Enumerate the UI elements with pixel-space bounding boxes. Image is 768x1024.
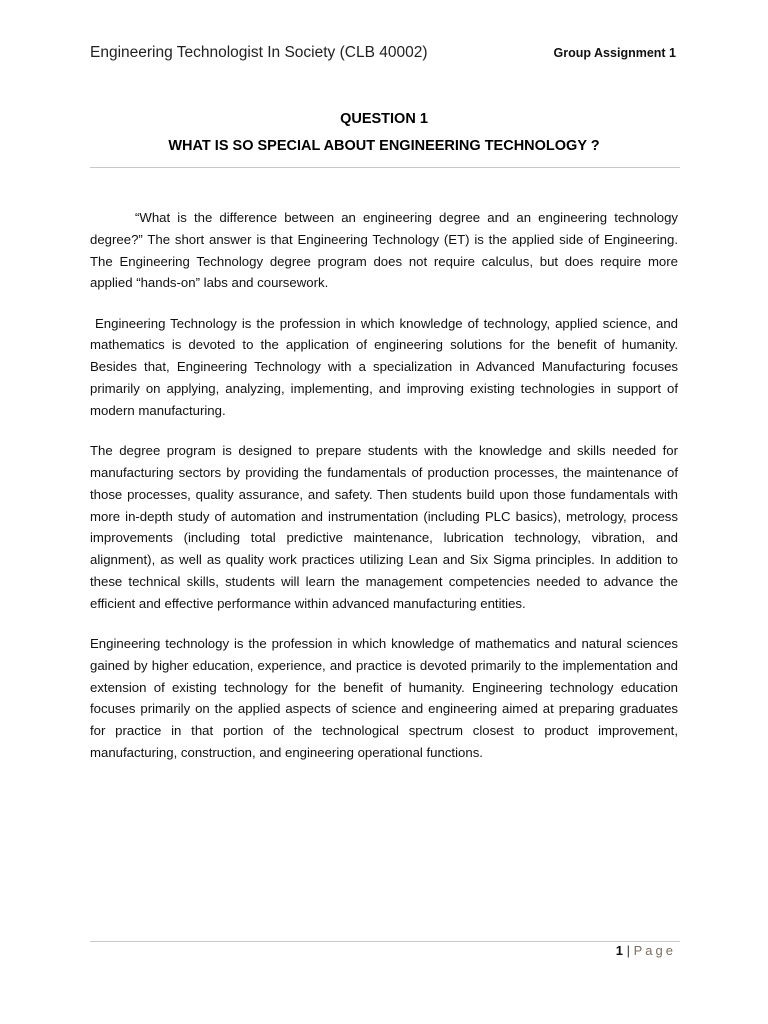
page-number: 1 xyxy=(615,943,623,958)
paragraph-2: Engineering Technology is the profession in which knowledge of technology, applied science, and mathematics is devoted to the application of engineering solutions for the benefit of humanity. Besides that, Engineering Technology with a specialization in Advanced Manufacturing focuses primarily on applying, analyzing, implementing, and improving existing technologies in support of modern manufacturing. xyxy=(90,315,682,418)
assignment-label: Group Assignment 1 xyxy=(553,46,676,60)
course-title: Engineering Technologist In Society (CLB 40002) xyxy=(90,44,428,61)
page-footer xyxy=(616,943,676,958)
question-number: QUESTION 1 xyxy=(340,111,428,127)
title-divider xyxy=(90,167,680,168)
page-label: Page xyxy=(633,943,676,958)
paragraph-3: The degree program is designed to prepare students with the knowledge and skills needed for manufacturing sectors by providing the fundamentals of production processes, the maintenance of those processes, quality assurance, and safety. Then students build upon those fundamentals with more in-depth study of automation and instrumentation (including PLC basics), metrology, process improvements (including total predictive maintenance, lubrication technology, vibration, and alignment), as well as quality work practices utilizing Lean and Six Sigma principles. In addition to these technical skills, students will learn the management competencies needed to advance the efficient and effective performance within advanced manufacturing entities. xyxy=(90,443,678,611)
footer-divider xyxy=(90,941,680,942)
document-body xyxy=(90,207,682,782)
paragraph-1: “What is the difference between an engineering degree and an engineering technology degree?” The short answer is that Engineering Technology (ET) is the applied side of Engineering. The Engineering Technology degree program does not require calculus, but does require more applied “hands-on” labs and coursework. xyxy=(90,210,678,291)
footer-separator: | xyxy=(626,943,630,958)
paragraph-4: Engineering technology is the profession in which knowledge of mathematics and natural sciences gained by higher education, experience, and practice is devoted primarily to the implementation and extension of existing technology for the benefit of humanity. Engineering technology education focuses primarily on the applied aspects of science and engineering aimed at preparing graduates for practice in that portion of the technological spectrum closest to product improvement, manufacturing, construction, and engineering operational functions. xyxy=(90,636,678,761)
question-title: WHAT IS SO SPECIAL ABOUT ENGINEERING TECHNOLOGY ? xyxy=(168,138,600,154)
